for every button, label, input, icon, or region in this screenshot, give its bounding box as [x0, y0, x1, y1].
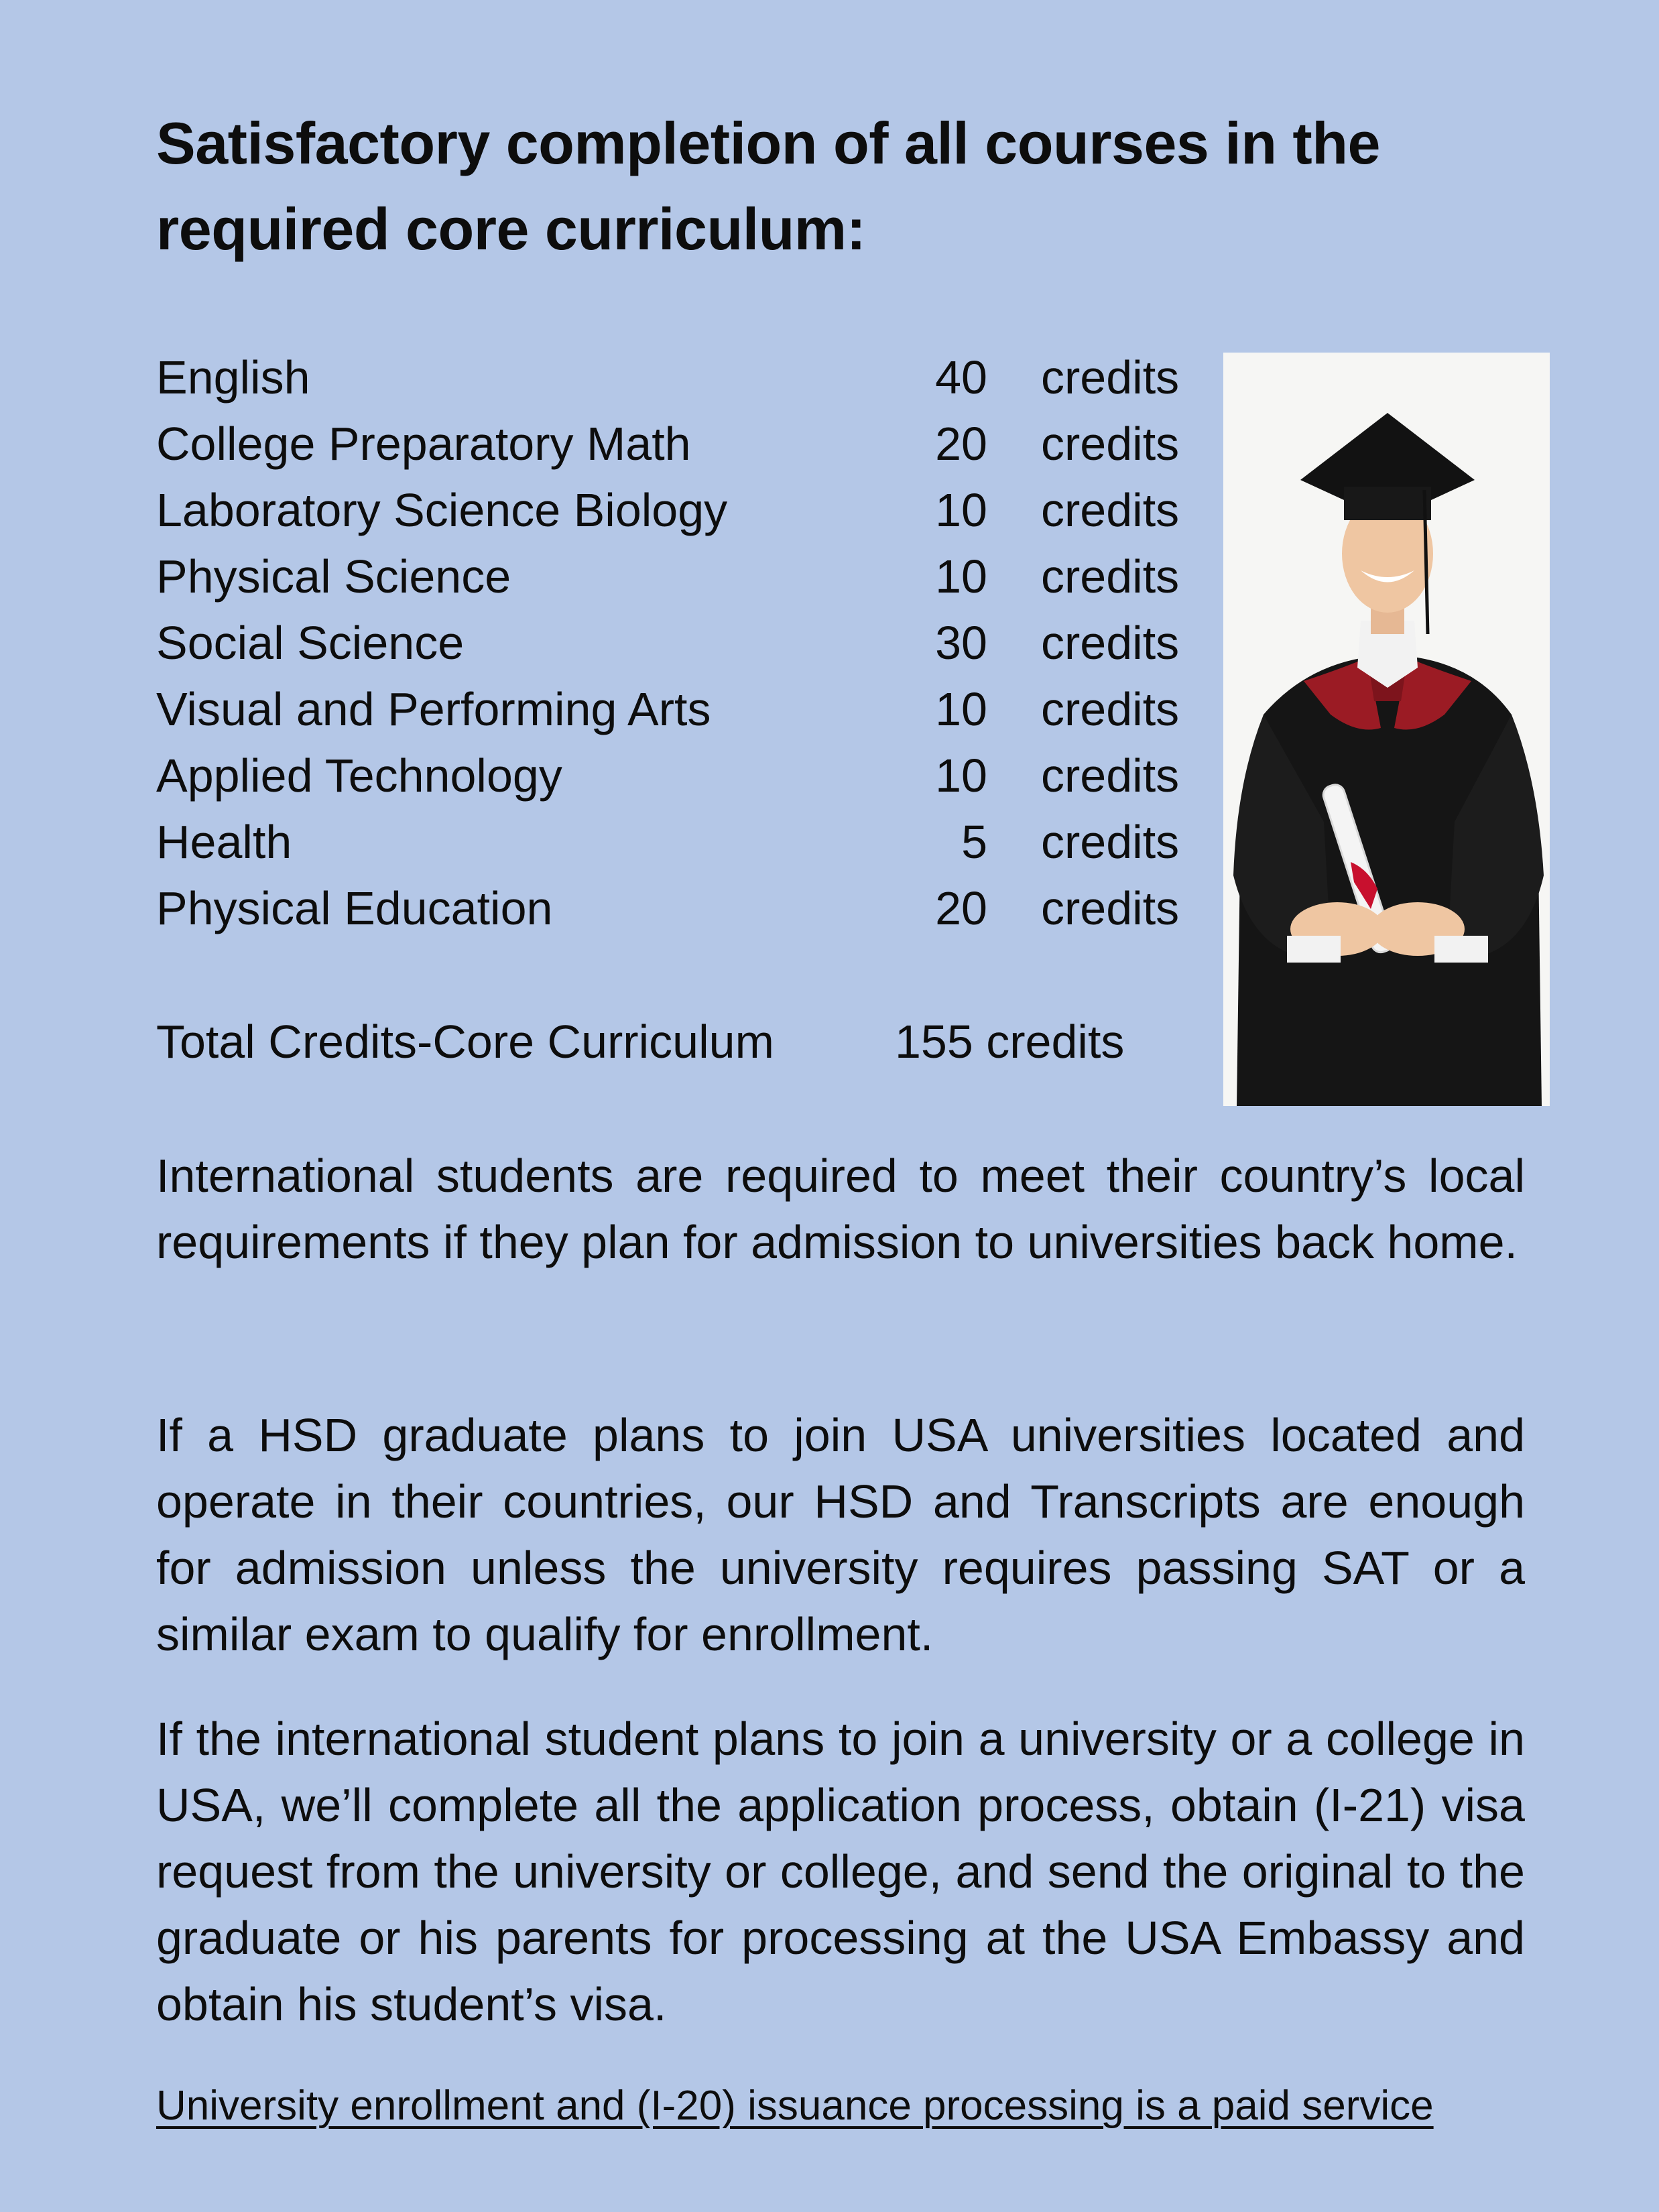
graduate-photo [1223, 353, 1550, 1106]
course-name: English [156, 351, 310, 404]
course-credit-table [156, 345, 1202, 942]
course-row [156, 809, 1202, 875]
course-credit-unit: credits [1041, 550, 1180, 603]
course-name: Applied Technology [156, 749, 562, 802]
course-credit-value: 20 [935, 882, 987, 934]
course-credit-unit: credits [1041, 749, 1180, 802]
course-row [156, 743, 1202, 809]
course-row [156, 610, 1202, 676]
course-credit-value: 30 [935, 617, 987, 669]
total-credits-label: Total Credits-Core Curriculum [156, 1016, 774, 1068]
course-credit-unit: credits [1041, 683, 1180, 735]
international-students-paragraph: International students are required to meet their country’s local requirements if they plan for admission to universities back home. [156, 1150, 1525, 1268]
usa-university-paragraph: If the international student plans to join a university or a college in USA, we’ll complete all the application process, obtain (I-21) visa request from the university or college, and send the original to the graduate or his parents for processing at the USA Embassy and obtain his student’s visa. [156, 1713, 1525, 2030]
course-name: College Preparatory Math [156, 418, 691, 470]
course-row [156, 411, 1202, 477]
hsd-graduate-paragraph: If a HSD graduate plans to join USA universities located and operate in their countries, our HSD and Transcripts are enough for admission unless the university requires passing SAT or a similar exam to qualify for enrollment. [156, 1409, 1525, 1660]
course-credit-value: 5 [961, 816, 987, 868]
paid-service-note: University enrollment and (I-20) issuance processing is a paid service [156, 2083, 1434, 2129]
course-name: Health [156, 816, 292, 868]
course-credit-value: 10 [935, 749, 987, 802]
course-row [156, 345, 1202, 411]
course-row [156, 676, 1202, 743]
course-row [156, 875, 1202, 942]
course-name: Visual and Performing Arts [156, 683, 711, 735]
course-credit-value: 10 [935, 484, 987, 536]
course-row [156, 544, 1202, 610]
course-name: Laboratory Science Biology [156, 484, 728, 536]
page-title: Satisfactory completion of all courses in the required core curriculum: [156, 110, 1380, 262]
course-credit-unit: credits [1041, 816, 1180, 868]
course-name: Physical Science [156, 550, 511, 603]
course-credit-unit: credits [1041, 617, 1180, 669]
graduate-illustration-icon [1223, 353, 1550, 1106]
course-row [156, 477, 1202, 544]
course-credit-unit: credits [1041, 418, 1180, 470]
course-credit-value: 20 [935, 418, 987, 470]
course-credit-unit: credits [1041, 882, 1180, 934]
course-credit-value: 10 [935, 683, 987, 735]
course-credit-unit: credits [1041, 351, 1180, 404]
course-name: Social Science [156, 617, 465, 669]
course-credit-unit: credits [1041, 484, 1180, 536]
course-credit-value: 40 [935, 351, 987, 404]
course-name: Physical Education [156, 882, 553, 934]
total-credits-value: 155 credits [895, 1016, 1125, 1068]
course-credit-value: 10 [935, 550, 987, 603]
